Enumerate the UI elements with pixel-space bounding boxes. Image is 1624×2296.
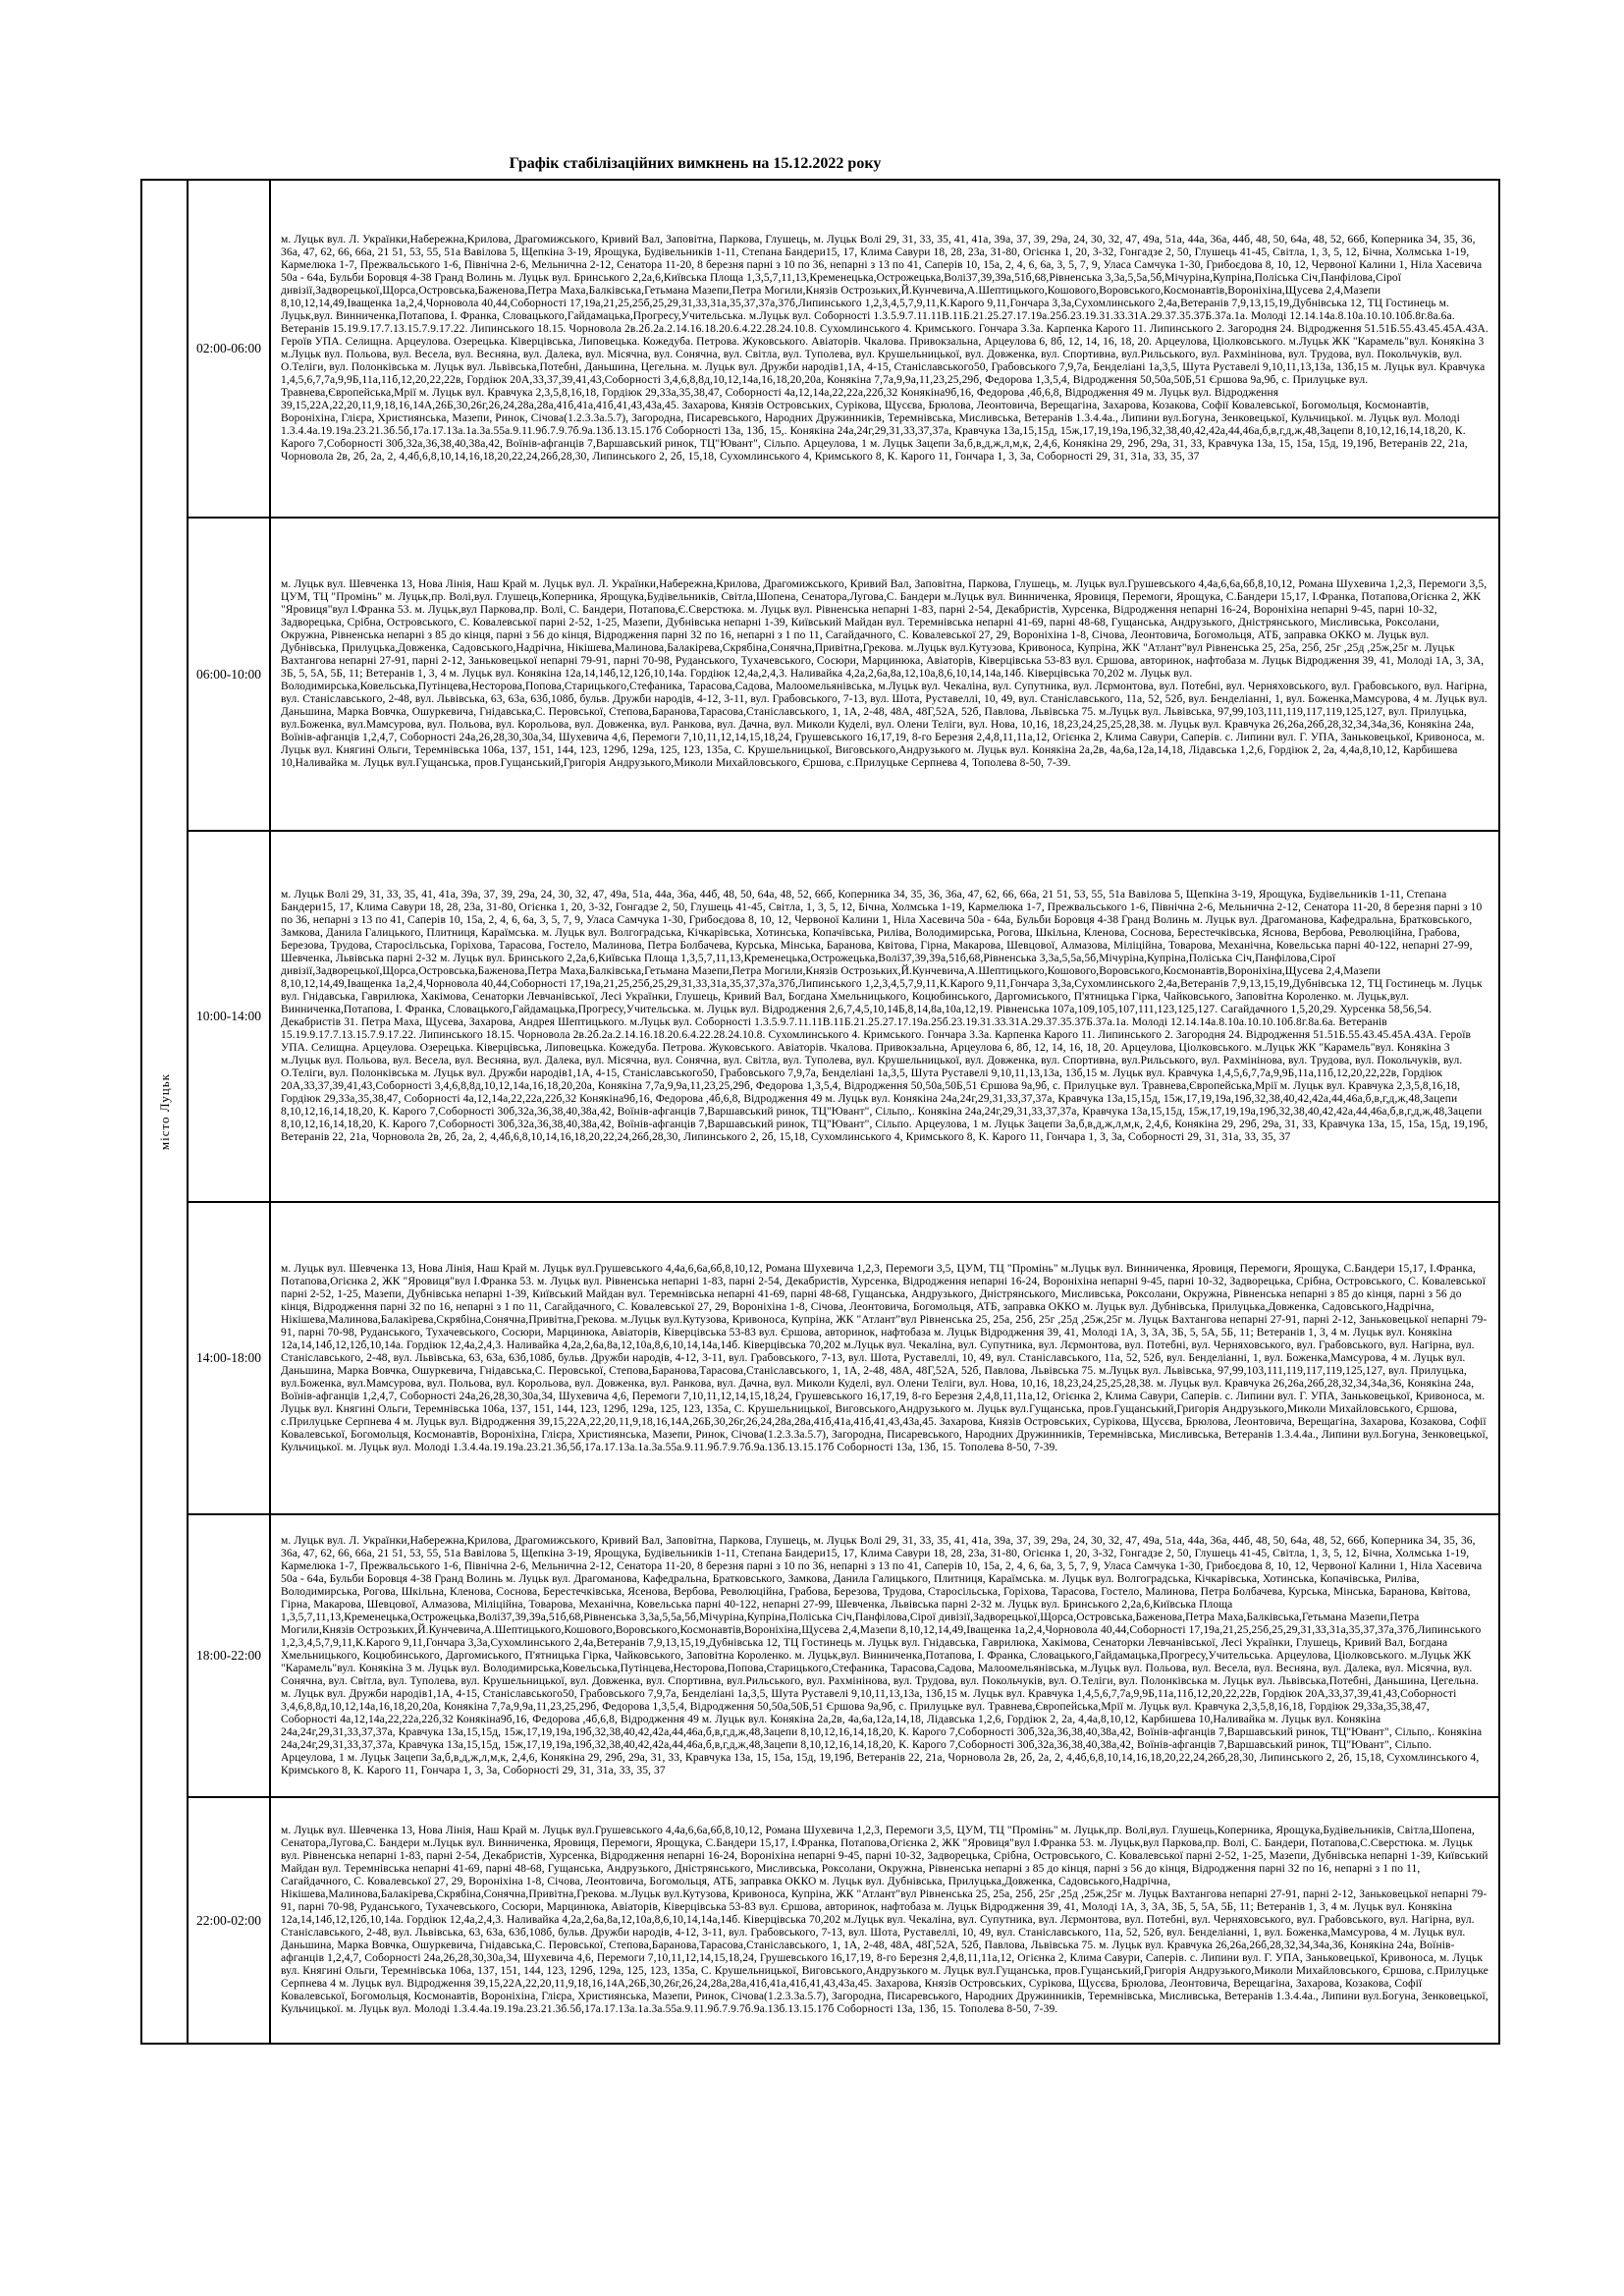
addresses-block-3: м. Луцьк Волі 29, 31, 33, 35, 41, 41а, 39а, 37, 39, 29а, 24, 30, 32, 47, 49а, 51а, 44а, 36а, 44б, 48, 50, 64а, 48, 52, 66б, Коперника 34, 35, 36, 36а, 47, 62, 66, 66а, 21 51, 53, 55, 51а Вавілова 5, Щепкіна 3-19, Ярощука, Будівельників 1-11, Степана Бандери15, 17, Клима Савури 18, 28, 23а, 31-80, Огієнка 1, 20, 3-32, Гонгадзе 2, 50, Глушець 41-45, Світла, 1, 3, 5, 12, Бічна, Холмська 1-19, Кармелюка 1-7, Прежвальського 1-6, Північна 2-6, Мельнична 2-12, Сенатора 11-20, 8 березня парні з 10 по 36, непарні з 13 по 41, Саперів 10, 15а, 2, 4, 6, 6а, 3, 5, 7, 9, Уласа Самчука 1-30, Грибоєдова 8, 10, 12, Червоної Калини 1, Ніла Хасевича 50а - 64а, Бульби Боровця 4-38 Гранд Волинь м. Луцьк вул. Драгоманова, Кафедральна, Братковського, Замкова, Данила Галицького, Плитниця, Караїмська. м. Луцьк вул. Волгоградська, Кічкарівська, Хотинська, Копачівська, Риліва, Володимирська, Рогова, Шкільна, Кленова, Соснова, Берестечківська, Яснова, Вербова, Революційна, Грабова, Березова, Трудова, Старосільська, Горіхова, Тарасова, Гостело, Малинова, Петра Болбачева, Курська, Мінська, Баранова, Квітова, Гірна, Макарова, Шевцової, Алмазова, Міліційна, Товарова, Механічна, Ковельська парні 40-122, непарні 27-99, Шевченка, Львівська парні 2-32 м. Луцьк вул. Бринського 2,2а,6,Київська Площа 1,3,5,7,11,13,Кременецька,Острожецька,Волі37,39,39а,51б,68,Рівненська 3,3а,5,5а,5б,Мічуріна,Купріна,Поліська Січ,Панфілова,Сірої дивізії,Задворецької,Щорса,Островська,Баженова,Петра Маха,Балківська,Гетьмана Мазепи,Петра Могили,Князів Острозьких,Й.Кунчевича,А.Шептицького,Кошового,Воровського,Космонавтів,Вороніхіна,Щусева 2,4,Мазепи 8,10,12,14,49,Іващенка 1а,2,4,Чорновола 40,44,Соборності 17,19а,21,25,25б,25,29,31,33,31а,35,37,37а,37б,Липинського 1,2,3,4,5,7,9,11,К.Карого 9,11,Гончара 3,3а,Сухомлинського 2,4а,Ветеранів 7,9,13,15,19,Дубнівська 12, ТЦ Гостинець м. Луцьк вул. Гнідавська, Гаврилюка, Хакімова, Сенаторки Левчанівської, Лесі Українки, Глушець, Кривий Вал, Богдана Хмельницького, Коцюбинського, Даргомиського, П'ятницька Гірка, Чайковського, Заповітна Короленко. м. Луцьк,вул. Винниченка,Потапова, І. Франка, Словацького,Гайдамацька,Прогресу,Учительська. м. Луцьк вул. Відродження 2,6,7,4,5,10,14Б,8,14,8а,10а,12,19. Рівненська 107а,109,105,107,111,123,125,127. Сагайдачного 1,5,20,29. Хурсенка 58,56,54. Декабристів 31. Петра Маха, Щусева, Захарова, Андрея Шептицького. м.Луцьк вул. Соборності 1.3.5.9.7.11.11В.11Б.21.25.27.17.19а.25б.23.19.31.33.31А.29.37.35.37Б.37а.1а. Молоді 12.14.14а.8.10а.10.10.10б.8г.8а.6а. Ветеранів 15.19.9.17.7.13.15.7.9.17.22. Липинського 18.15. Чорновола 2в.2б.2а.2.14.16.18.20.6.4.22.28.24.10.8. Сухомлинського 4. Кримського. Гончара 3.3а. Карпенка Карого 11. Липинського 2. Загородня 24. Відродження 51.51Б.55.43.45.45А.43А. Героїв УПА. Селищна. Арцеулова. Озерецька. Ківерцівська, Липовецька. Кожедуба. Петрова. Жуковського. Авіаторів. Чкалова. Привокзальна, Арцеулова 6, 8б, 12, 14, 16, 18, 20. Арцеулова, Ціолковського. м.Луцьк ЖК "Карамель"вул. Конякіна 3 м.Луцьк вул. Польова, вул. Весела, вул. Весняна, вул. Далека, вул. Місячна, вул. Сонячна, вул. Світла, вул. Туполева, вул. Крушельницької, вул. Довженка, вул. Спортивна, вул.Рильського, вул. Рахмінінова, вул. Трудова, вул. Покольчуків, вул. О.Теліги, вул. Полонківська м. Луцьк вул. Дружби народів1,1А, 4-15, Станіславського50, Грабовського 7,9,7а, Бенделіані 1а,3,5, Шута Руставелі 9,10,11,13,13а, 13б,15 м. Луцьк вул. Кравчука 1,4,5,6,7,7а,9,9Б,11а,11б,12,20,22,22в, Гордіюк 20А,33,37,39,41,43,Соборності 3,4,6,8,8д,10,12,14а,16,18,20,20а, Конякіна 7,7а,9,9а,11,23,25,29б, Федорова 1,3,5,4, Відродження 50,50а,50Б,51 Єршова 9а,9б, с. Прилуцьке вул. Травнева,Європейська,Мрії м. Луцьк вул. Кравчука 2,3,5,8,16,18, Гордіюк 29,33а,35,38,47, Соборності 4а,12,14а,22,22а,22б,32 Конякіна9б,16, Федорова ,4б,6,8, Відродження 49 м. Луцьк вул. Конякіна 24а,24г,29,31,33,37,37а, Кравчука 13а,15,15д, 15ж,17,19,19а,19б,32,38,40,42,42а,44,46а,б,в,г,д,ж,48,Зацепи 8,10,12,16,14,18,20, К. Карого 7,Соборності 30б,32а,36,38,40,38а,42, Воїнів-афганців 7,Варшавський ринок, ТЦ"Ювант", Сільпо,. Конякіна 24а,24г,29,31,33,37,37а, Кравчука 13а,15,15д, 15ж,17,19,19а,19б,32,38,40,42,42а,44,46а,б,в,г,д,ж,48,Зацепи 8,10,12,16,14,18,20, К. Карого 7,Соборності 30б,32а,36,38,40,38а,42, Воїнів-афганців 7,Варшавський ринок, ТЦ"Ювант", Сільпо. Арцеулова, 1 м. Луцьк Зацепи 3а,б,в,д,ж,л,м,к, 2,4,6, Конякіна 29, 29б, 29а, 31, 33, Кравчука 13а, 15, 15а, 15д, 19,19б, Ветеранів 22, 21а, Чорновола 2в, 2б, 2а, 2, 4,4б,6,8,10,14,16,18,20,22,24,26б,28,30, Липинського 2, 2б, 15,18, Сухомлинського 4, Кримського 8, К. Карого 11, Гончара 1, 3, 3а, Соборності 29, 31, 31а, 33, 35, 37	[270, 831, 1499, 1202]
table-row	[141, 518, 1499, 831]
time-slot-1: 02:00-06:00	[188, 180, 270, 518]
addresses-block-5: м. Луцьк вул. Л. Українки,Набережна,Крилова, Драгомижського, Кривий Вал, Заповітна, Паркова, Глушець, м. Луцьк Волі 29, 31, 33, 35, 41, 41а, 39а, 37, 39, 29а, 24, 30, 32, 47, 49а, 51а, 44а, 36а, 44б, 48, 50, 64а, 48, 52, 66б, Коперника 34, 35, 36, 36а, 47, 62, 66, 66а, 21 51, 53, 55, 51а Вавілова 5, Щепкіна 3-19, Ярощука, Будівельників 1-11, Степана Бандери15, 17, Клима Савури 18, 28, 23а, 31-80, Огієнка 1, 20, 3-32, Гонгадзе 2, 50, Глушець 41-45, Світла, 1, 3, 5, 12, Бічна, Холмська 1-19, Кармелюка 1-7, Прежвальського 1-6, Північна 2-6, Мельнична 2-12, Сенатора 11-20, 8 березня парні з 10 по 36, непарні з 13 по 41, Саперів 10, 15а, 2, 4, 6, 6а, 3, 5, 7, 9, Уласа Самчука 1-30, Грибоєдова 8, 10, 12, Червоної Калини 1, Ніла Хасевича 50а - 64а, Бульби Боровця 4-38 Гранд Волинь м. Луцьк вул. Драгоманова, Кафедральна, Братковського, Замкова, Данила Галицького, Плитниця, Караїмська. м. Луцьк вул. Волгоградська, Кічкарівська, Хотинська, Копачівська, Риліва, Володимирська, Рогова, Шкільна, Кленова, Соснова, Берестечківська, Ясенова, Вербова, Революційна, Грабова, Березова, Трудова, Старосільська, Горіхова, Тарасова, Гостело, Малинова, Петра Болбачева, Курська, Мінська, Баранова, Квітова, Гірна, Макарова, Шевцової, Алмазова, Міліційна, Товарова, Механічна, Ковельська парні 40-122, непарні 27-99, Шевченка, Львівська парні 2-32 м. Луцьк вул. Бринського 2,2а,6,Київська Площа 1,3,5,7,11,13,Кременецька,Острожецька,Волі37,39,39а,51б,68,Рівненська 3,3а,5,5а,5б,Мічуріна,Купріна,Поліська Січ,Панфілова,Сірої дивізії,Задворецької,Щорса,Островська,Баженова,Петра Маха,Балківська,Гетьмана Мазепи,Петра Могили,Князів Острозьких,Й.Кунчевича,А.Шептицького,Кошового,Воровського,Космонавтів,Вороніхіна,Щусева 2,4,Мазепи 8,10,12,14,49,Іващенка 1а,2,4,Чорновола 40,44,Соборності 17,19а,21,25,25б,25,29,31,33,31а,35,37,37а,37б,Липинського 1,2,3,4,5,7,9,11,К.Карого 9,11,Гончара 3,3а,Сухомлинського 2,4а,Ветеранів 7,9,13,15,19,Дубнівська 12, ТЦ Гостинець м. Луцьк вул. Гнідавська, Гаврилюка, Хакімова, Сенаторки Левчанівської, Лесі Українки, Глушець, Кривий Вал, Богдана Хмельницького, Коцюбинського, Даргомиського, П'ятницька Гірка, Чайковського, Заповітна Короленко. м. Луцьк,вул. Винниченка,Потапова, І. Франка, Словацького,Гайдамацька,Прогресу,Учительська. Арцеулова, Ціолковського. м.Луцьк ЖК "Карамель"вул. Конякіна 3 м. Луцьк вул. Володимирська,Ковельська,Путінцева,Несторова,Попова,Старицького,Стефаника, Тарасова,Садова, Малоомельянівська, м.Луцьк вул. Польова, вул. Весела, вул. Весняна, вул. Далека, вул. Місячна, вул. Сонячна, вул. Світла, вул. Туполева, вул. Крушельницької, вул. Довженка, вул. Спортивна, вул.Рильського, вул. Рахмінінова, вул. Трудова, вул. Покольчуків, вул. О.Теліги, вул. Полонківська м. Луцьк вул. Львівська,Потебні, Даньшина, Цегельна. м. Луцьк вул. Дружби народів1,1А, 4-15, Станіславського50, Грабовського 7,9,7а, Бенделіані 1а,3,5, Шута Руставелі 9,10,11,13,13а, 13б,15 м. Луцьк вул. Кравчука 1,4,5,6,7,7а,9,9Б,11а,11б,12,20,22,22в, Гордіюк 20А,33,37,39,41,43,Соборності 3,4,6,8,8д,10,12,14а,16,18,20,20а, Конякіна 7,7а,9,9а,11,23,25,29б, Федорова 1,3,5,4, Відродження 50,50а,50Б,51 Єршова 9а,9б, с. Прилуцьке вул. Травнева,Європейська,Мрії м. Луцьк вул. Кравчука 2,3,5,8,16,18, Гордіюк 29,33а,35,38,47, Соборності 4а,12,14а,22,22а,22б,32 Конякіна9б,16, Федорова ,4б,6,8, Відродження 49 м. Луцьк вул. Конякіна 2а,2в, 4а,6а,12а,14,18, Лідавська 1,2,6, Гордіюк 2, 2а, 4,4а,8,10,12, Карбишева 10,Наливайка м. Луцьк вул. Конякіна 24а,24г,29,31,33,37,37а, Кравчука 13а,15,15д, 15ж,17,19,19а,19б,32,38,40,42,42а,44,46а,б,в,г,д,ж,48,Зацепи 8,10,12,16,14,18,20, К. Карого 7,Соборності 30б,32а,36,38,40,38а,42, Воїнів-афганців 7,Варшавський ринок, ТЦ"Ювант", Сільпо,. Конякіна 24а,24г,29,31,33,37,37а, Кравчука 13а,15,15д, 15ж,17,19,19а,19б,32,38,40,42,42а,44,46а,б,в,г,д,ж,48,Зацепи 8,10,12,16,14,18,20, К. Карого 7,Соборності 30б,32а,36,38,40,38а,42, Воїнів-афганців 7,Варшавський ринок, ТЦ"Ювант", Сільпо. Арцеулова, 1 м. Луцьк Зацепи 3а,б,в,д,ж,л,м,к, 2,4,6, Конякіна 29, 29б, 29а, 31, 33, Кравчука 13а, 15, 15а, 15д, 19,19б, Ветеранів 22, 21а, Чорновола 2в, 2б, 2а, 2, 4,4б,6,8,10,14,16,18,20,22,24,26б,28,30, Липинського 2, 2б, 15,18, Сухомлинського 4, Кримського 8, К. Карого 11, Гончара 1, 3, 3а, Соборності 29, 31, 31а, 33, 35, 37	[270, 1514, 1499, 1797]
time-slot-3: 10:00-14:00	[188, 831, 270, 1202]
table-row	[141, 1797, 1499, 2044]
addresses-block-6: м. Луцьк вул. Шевченка 13, Нова Лінія, Наш Край м. Луцьк вул.Грушевського 4,4а,6,6а,6б,8,10,12, Романа Шухевича 1,2,3, Перемоги 3,5, ЦУМ, ТЦ "Промінь" м. Луцьк,пр. Волі,вул. Глушець,Коперника, Ярощука,Будівельників, Світла,Шопена, Сенатора,Лугова,С. Бандери м.Луцьк вул. Винниченка, Яровиця, Перемоги, Ярощука, С.Бандери 15,17, І.Франка, Потапова,Огієнка 2, ЖК "Яровиця"вул І.Франка 53. м. Луцьк,вул Паркова,пр. Волі, С. Бандери, Потапова,С.Сверстюка. м. Луцьк вул. Рівненська непарні 1-83, парні 2-54, Декабристів, Хурсенка, Відродження непарні 16-24, Вороніхіна непарні 9-45, парні 10-32, Задворецька, Срібна, Островського, С. Ковалевської парні 2-52, 1-25, Мазепи, Дубнівська непарні 1-39, Київський Майдан вул. Теремнівська непарні 41-69, парні 48-68, Гущанська, Андрузького, Дністрянського, Мисливська, Роксолани, Окружна, Рівненська непарні з 85 до кінця, парні з 56 до кінця, Відродження парні 32 по 16, непарні з 1 по 11, Сагайдачного, С. Ковалевської 27, 29, Вороніхіна 1-8, Січова, Леонтовича, Богомольця, АТБ, заправка ОККО м. Луцьк вул. Дубнівська, Прилуцька,Довженка, Садовського,Надрічна, Нікішева,Малинова,Балакірева,Скрябіна,Сонячна,Привітна,Грекова. м.Луцьк вул.Кутузова, Кривоноса, Купріна, ЖК "Атлант"вул Рівненська 25, 25а, 25б, 25г ,25д ,25ж,25г м. Луцьк Вахтангова непарні 27-91, парні 2-12, Заньковецької непарні 79-91, парні 70-98, Руданського, Тухачевського, Сосюри, Марцинюка, Авіаторів, Ківерцівська 53-83 вул. Єршова, авторинок, нафтобаза м. Луцьк Відродження 39, 41, Молоді 1А, 3, 3А, 3Б, 5, 5А, 5Б, 11; Ветеранів 1, 3, 4 м. Луцьк вул. Конякіна 12а,14,14б,12,12б,10,14а. Гордіюк 12,4а,2,4,3. Наливайка 4,2а,2,6а,8а,12,10а,8,6,10,14,14а,14б. Ківерцівська 70,202 м.Луцьк вул. Чекаліна, вул. Супутника, вул. Лєрмонтова, вул. Потебні, вул. Черняховського, вул. Грабовського, вул. Нагірна, вул. Станіславського, 2-48, вул. Львівська, 63, 63а, 63б,108б, бульв. Дружби народів, 4-12, 3-11, вул. Грабовського, 7-13, вул. Шота, Руставеллі, 10, 49, вул. Станіславського, 11а, 52, 52б, вул. Бенделіанні, 1, вул. Боженка,Мамсурова, 4 м. Луцьк вул. Даньшина, Марка Вовчка, Ошуркевича, Гнідавська,С. Перовської, Степова,Баранова,Тарасова,Станіславського, 1, 1А, 2-48, 48А, 48Г,52А, 52б, Павлова, Львівська 75. м. Луцьк вул. Кравчука 26,26а,26б,28,32,34,34а,36, Конякіна 24а, Воїнів-афганців 1,2,4,7, Соборності 24а,26,28,30,30а,34, Шухевича 4,6, Перемоги 7,10,11,12,14,15,18,24, Грушевського 16,17,19, 8-го Березня 2,4,8,11,11а,12, Огієнка 2, Клима Савури, Саперів. с. Липини вул. Г. УПА, Заньковецької, Кривоноса, м. Луцьк вул. Княгині Ольги, Теремнівська 106а, 137, 151, 144, 123, 129б, 129а, 125, 123, 135а, С. Крушельницької, Виговського,Андрузького м. Луцьк вул.Гущанська, пров.Гущанський,Григорія Андрузького,Миколи Михайловського, Єршова, с.Прилуцьке Серпнева 4 м. Луцьк вул. Відродження 39,15,22А,22,20,11,9,18,16,14А,26Б,30,26г,26,24,28а,28а,41б,41а,41б,41,43,43а,45. Захарова, Князів Островських, Сурікова, Щусєва, Брюлова, Леонтовича, Верещагіна, Захарова, Козакова, Софії Ковалевської, Богомольця, Космонавтів, Вороніхіна, Глієра, Християнська, Мазепи, Ринок, Січова(1.2.3.3а.5.7), Загородна, Писаревського, Народних Дружинників, Теремнівська, Мисливська, Ветеранів 1.3.4.4а., Липини вул.Богуна, Зенковецької, Кульчицької. м. Луцьк вул. Молоді 1.3.4.4а.19.19а.23.21.3б.5б,17а.17.13а.1а.3а.55а.9.11.9б.7.9.7б.9а.13б.13.15.17б Соборності 13а, 13б, 15. Тополева 8-50, 7-39.	[270, 1797, 1499, 2044]
time-slot-4: 14:00-18:00	[188, 1202, 270, 1514]
outage-schedule-table	[140, 179, 1500, 2045]
region-cell	[141, 180, 188, 2044]
table-row	[141, 1202, 1499, 1514]
region-label: місто Луцьк	[156, 1072, 172, 1151]
table-row	[141, 180, 1499, 518]
addresses-block-1: м. Луцьк вул. Л. Українки,Набережна,Крилова, Драгомижського, Кривий Вал, Заповітна, Паркова, Глушець, м. Луцьк Волі 29, 31, 33, 35, 41, 41а, 39а, 37, 39, 29а, 24, 30, 32, 47, 49а, 51а, 44а, 36а, 44б, 48, 50, 64а, 48, 52, 66б, Коперника 34, 35, 36, 36а, 47, 62, 66, 66а, 21 51, 53, 55, 51а Вавілова 5, Щепкіна 3-19, Ярощука, Будівельників 1-11, Степана Бандери15, 17, Клима Савури 18, 28, 23а, 31-80, Огієнка 1, 20, 3-32, Гонгадзе 2, 50, Глушець 41-45, Світла, 1, 3, 5, 12, Бічна, Холмська 1-19, Кармелюка 1-7, Прежвальського 1-6, Північна 2-6, Мельнична 2-12, Сенатора 11-20, 8 березня парні з 10 по 36, непарні з 13 по 41, Саперів 10, 15а, 2, 4, 6, 6а, 3, 5, 7, 9, Уласа Самчука 1-30, Грибоєдова 8, 10, 12, Червоної Калини 1, Ніла Хасевича 50а - 64а, Бульби Боровця 4-38 Гранд Волинь м. Луцьк вул. Бринського 2,2а,6,Київська Площа 1,3,5,7,11,13,Кременецька,Острожецька,Волі37,39,39а,51б,68,Рівненська 3,3а,5,5а,5б,Мічуріна,Купріна,Поліська Січ,Панфілова,Сірої дивізії,Задворецької,Щорса,Островська,Баженова,Петра Маха,Балківська,Гетьмана Мазепи,Петра Могили,Князів Острозьких,Й.Кунчевича,А.Шептицького,Кошового,Воровського,Космонавтів,Вороніхіна,Щусева 2,4,Мазепи 8,10,12,14,49,Іващенка 1а,2,4,Чорновола 40,44,Соборності 17,19а,21,25,25б,25,29,31,33,31а,35,37,37а,37б,Липинського 1,2,3,4,5,7,9,11,К.Карого 9,11,Гончара 3,3а,Сухомлинського 2,4а,Ветеранів 7,9,13,15,19,Дубнівська 12, ТЦ Гостинець м. Луцьк,вул. Винниченка,Потапова, І. Франка, Словацького,Гайдамацька,Прогресу,Учительська. м.Луцьк вул. Соборності 1.3.5.9.7.11.11В.11Б.21.25.27.17.19а.25б.23.19.31.33.31А.29.37.35.37Б.37а.1а. Молоді 12.14.14а.8.10а.10.10.10б.8г.8а.6а. Ветеранів 15.19.9.17.7.13.15.7.9.17.22. Липинського 18.15. Чорновола 2в.2б.2а.2.14.16.18.20.6.4.22.28.24.10.8. Сухомлинського 4. Кримського. Гончара 3.3а. Карпенка Карого 11. Липинського 2. Загородня 24. Відродження 51.51Б.55.43.45.45А.43А. Героїв УПА. Селищна. Арцеулова. Озерецька. Ківерцівська, Липовецька. Кожедуба. Петрова. Жуковського. Авіаторів. Чкалова. Привокзальна, Арцеулова 6, 8б, 12, 14, 16, 18, 20. Арцеулова, Ціолковського. м.Луцьк ЖК "Карамель"вул. Конякіна 3 м.Луцьк вул. Польова, вул. Весела, вул. Весняна, вул. Далека, вул. Місячна, вул. Сонячна, вул. Світла, вул. Туполева, вул. Крушельницької, вул. Довженка, вул. Спортивна, вул.Рильського, вул. Рахмінінова, вул. Трудова, вул. Покольчуків, вул. О.Теліги, вул. Полонківська м. Луцьк вул. Львівська,Потебні, Даньшина, Цегельна. м. Луцьк вул. Дружби народів1,1А, 4-15, Станіславського50, Грабовського 7,9,7а, Бенделіані 1а,3,5, Шута Руставелі 9,10,11,13,13а, 13б,15 м. Луцьк вул. Кравчука 1,4,5,6,7,7а,9,9Б,11а,11б,12,20,22,22в, Гордіюк 20А,33,37,39,41,43,Соборності 3,4,6,8,8д,10,12,14а,16,18,20,20а, Конякіна 7,7а,9,9а,11,23,25,29б, Федорова 1,3,5,4, Відродження 50,50а,50Б,51 Єршова 9а,9б, с. Прилуцьке вул. Травнева,Європейська,Мрії м. Луцьк вул. Кравчука 2,3,5,8,16,18, Гордіюк 29,33а,35,38,47, Соборності 4а,12,14а,22,22а,22б,32 Конякіна9б,16, Федорова ,4б,6,8, Відродження 49 м. Луцьк вул. Відродження 39,15,22А,22,20,11,9,18,16,14А,26Б,30,26г,26,24,28а,28а,41б,41а,41б,41,43,43а,45. Захарова, Князів Островських, Сурікова, Щусєва, Брюлова, Леонтовича, Верещагіна, Захарова, Козакова, Софії Ковалевської, Богомольця, Космонавтів, Вороніхіна, Глієра, Християнська, Мазепи, Ринок, Січова(1.2.3.3а.5.7), Загородна, Писаревського, Народних Дружинників, Теремнівська, Мисливська, Ветеранів 1.3.4.4а., Липини вул.Богуна, Зенковецької, Кульчицької. м. Луцьк вул. Молоді 1.3.4.4а.19.19а.23.21.3б.5б,17а.17.13а.1а.3а.55а.9.11.9б.7.9.7б.9а.13б.13.15.17б Соборності 13а, 13б, 15,. Конякіна 24а,24г,29,31,33,37,37а, Кравчука 13а,15,15д, 15ж,17,19,19а,19б,32,38,40,42,42а,44,46а,б,в,г,д,ж,48,Зацепи 8,10,12,16,14,18,20, К. Карого 7,Соборності 30б,32а,36,38,40,38а,42, Воїнів-афганців 7,Варшавський ринок, ТЦ"Ювант", Сільпо. Арцеулова, 1 м. Луцьк Зацепи 3а,б,в,д,ж,л,м,к, 2,4,6, Конякіна 29, 29б, 29а, 31, 33, Кравчука 13а, 15, 15а, 15д, 19,19б, Ветеранів 22, 21а, Чорновола 2в, 2б, 2а, 2, 4,4б,6,8,10,14,16,18,20,22,24,26б,28,30, Липинського 2, 2б, 15,18, Сухомлинського 4, Кримського 8, К. Карого 11, Гончара 1, 3, 3а, Соборності 29, 31, 31а, 33, 35, 37	[270, 180, 1499, 518]
time-slot-5: 18:00-22:00	[188, 1514, 270, 1797]
table-row	[141, 1514, 1499, 1797]
addresses-block-2: м. Луцьк вул. Шевченка 13, Нова Лінія, Наш Край м. Луцьк вул. Л. Українки,Набережна,Крилова, Драгомижського, Кривий Вал, Заповітна, Паркова, Глушець, м. Луцьк вул.Грушевського 4,4а,6,6а,6б,8,10,12, Романа Шухевича 1,2,3, Перемоги 3,5, ЦУМ, ТЦ "Промінь" м. Луцьк,пр. Волі,вул. Глушець,Коперника, Ярощука,Будівельників, Світла,Шопена, Сенатора,Лугова,С. Бандери м.Луцьк вул. Винниченка, Яровиця, Перемоги, Ярощука, С.Бандери 15,17, І.Франка, Потапова,Огієнка 2, ЖК "Яровиця"вул І.Франка 53. м. Луцьк,вул Паркова,пр. Волі, С. Бандери, Потапова,Є.Сверстюка. м. Луцьк вул. Рівненська непарні 1-83, парні 2-54, Декабристів, Хурсенка, Відродження непарні 16-24, Вороніхіна непарні 9-45, парні 10-32, Задворецька, Срібна, Островського, С. Ковалевської парні 2-52, 1-25, Мазепи, Дубнівська непарні 1-39, Київський Майдан вул. Теремнівська непарні 41-69, парні 48-68, Гущанська, Андрузького, Дністрянського, Мисливська, Роксолани, Окружна, Рівненська непарні з 85 до кінця, парні з 56 до кінця, Відродження парні 32 по 16, непарні з 1 по 11, Сагайдачного, С. Ковалевської 27, 29, Вороніхіна 1-8, Січова, Леонтовича, Богомольця, АТБ, заправка ОККО м. Луцьк вул. Дубнівська, Прилуцька,Довженка, Садовського,Надрічна, Нікішева,Малинова,Балакірева,Скрябіна,Сонячна,Привітна,Грекова. м.Луцьк вул.Кутузова, Кривоноса, Купріна, ЖК "Атлант"вул Рівненська 25, 25а, 25б, 25г ,25д ,25ж,25г м. Луцьк Вахтангова непарні 27-91, парні 2-12, Заньковецької непарні 79-91, парні 70-98, Руданського, Тухачевського, Сосюри, Марцинюка, Авіаторів, Ківерцівська 53-83 вул. Єршова, авторинок, нафтобаза м. Луцьк Відродження 39, 41, Молоді 1А, 3, 3А, 3Б, 5, 5А, 5Б, 11; Ветеранів 1, 3, 4 м. Луцьк вул. Конякіна 12а,14,14б,12,12б,10,14а. Гордіюк 12,4а,2,4,3. Наливайка 4,2а,2,6а,8а,12,10а,8,6,10,14,14а,14б. Ківерцівська 70,202 м. Луцьк вул. Володимирська,Ковельська,Путінцева,Несторова,Попова,Старицького,Стефаника, Тарасова,Садова, Малоомельянівська, м.Луцьк вул. Чекаліна, вул. Супутника, вул. Лєрмонтова, вул. Потебні, вул. Черняховського, вул. Грабовського, вул. Нагірна, вул. Станіславського, 2-48, вул. Львівська, 63, 63а, 63б,108б, бульв. Дружби народів, 4-12, 3-11, вул. Грабовського, 7-13, вул. Шота, Руставеллі, 10, 49, вул. Станіславського, 11а, 52, 52б, вул. Бенделіанні, 1, вул. Боженка,Мамсурова, 4 м. Луцьк вул. Даньшина, Марка Вовчка, Ошуркевича, Гнідавська,С. Перовської, Степова,Баранова,Тарасова,Станіславського, 1, 1А, 2-48, 48А, 48Г,52А, 52б, Павлова, Львівська 75. м.Луцьк вул. Львівська, 97,99,103,111,119,117,119,125,127, вул. Прилуцька, вул.Боженка, вул.Мамсурова, вул. Польова, вул. Корольова, вул. Довженка, вул. Ранкова, вул. Дачна, вул. Миколи Куделі, вул. Олени Теліги, вул. Нова, 10,16, 18,23,24,25,25,28,38. м. Луцьк вул. Кравчука 26,26а,26б,28,32,34,34а,36, Конякіна 24а, Воїнів-афганців 1,2,4,7, Соборності 24а,26,28,30,30а,34, Шухевича 4,6, Перемоги 7,10,11,12,14,15,18,24, Грушевського 16,17,19, 8-го Березня 2,4,8,11,11а,12, Огієнка 2, Клима Савури, Саперів. с. Липини вул. Г. УПА, Заньковецької, Кривоноса, м. Луцьк вул. Княгині Ольги, Теремнівська 106а, 137, 151, 144, 123, 129б, 129а, 125, 123, 135а, С. Крушельницької, Виговського,Андрузького м. Луцьк вул. Конякіна 2а,2в, 4а,6а,12а,14,18, Лідавська 1,2,6, Гордіюк 2, 2а, 4,4а,8,10,12, Карбишева 10,Наливайка м. Луцьк вул.Гущанська, пров.Гущанський,Григорія Андрузького,Миколи Михайловського, Єршова, с.Прилуцьке Серпнева 4, Тополева 8-50, 7-39.	[270, 518, 1499, 831]
addresses-block-4: м. Луцьк вул. Шевченка 13, Нова Лінія, Наш Край м. Луцьк вул.Грушевського 4,4а,6,6а,6б,8,10,12, Романа Шухевича 1,2,3, Перемоги 3,5, ЦУМ, ТЦ "Промінь" м.Луцьк вул. Винниченка, Яровиця, Перемоги, Ярощука, С.Бандери 15,17, І.Франка, Потапова,Огієнка 2, ЖК "Яровиця"вул І.Франка 53. м. Луцьк вул. Рівненська непарні 1-83, парні 2-54, Декабристів, Хурсенка, Відродження непарні 16-24, Вороніхіна непарні 9-45, парні 10-32, Задворецька, Срібна, Островського, С. Ковалевської парні 2-52, 1-25, Мазепи, Дубнівська непарні 1-39, Київський Майдан вул. Теремнівська непарні 41-69, парні 48-68, Гущанська, Андрузького, Дністрянського, Мисливська, Роксолани, Окружна, Рівненська непарні з 85 до кінця, парні з 56 до кінця, Відродження парні 32 по 16, непарні з 1 по 11, Сагайдачного, С. Ковалевської 27, 29, Вороніхіна 1-8, Січова, Леонтовича, Богомольця, АТБ, заправка ОККО м. Луцьк вул. Дубнівська, Прилуцька,Довженка, Садовського,Надрічна, Нікішева,Малинова,Балакірева,Скрябіна,Сонячна,Привітна,Грекова. м.Луцьк вул.Кутузова, Кривоноса, Купріна, ЖК "Атлант"вул Рівненська 25, 25а, 25б, 25г ,25д ,25ж,25г м. Луцьк Вахтангова непарні 27-91, парні 2-12, Заньковецької непарні 79-91, парні 70-98, Руданського, Тухачевського, Сосюри, Марцинюка, Авіаторів, Ківерцівська 53-83 вул. Єршова, авторинок, нафтобаза м. Луцьк Відродження 39, 41, Молоді 1А, 3, 3А, 3Б, 5, 5А, 5Б, 11; Ветеранів 1, 3, 4 м. Луцьк вул. Конякіна 12а,14,14б,12,12б,10,14а. Гордіюк 12,4а,2,4,3. Наливайка 4,2а,2,6а,8а,12,10а,8,6,10,14,14а,14б. Ківерцівська 70,202 м.Луцьк вул. Чекаліна, вул. Супутника, вул. Лєрмонтова, вул. Потебні, вул. Черняховського, вул. Грабовського, вул. Нагірна, вул. Станіславського, 2-48, вул. Львівська, 63, 63а, 63б,108б, бульв. Дружби народів, 4-12, 3-11, вул. Грабовського, 7-13, вул. Шота, Руставеллі, 10, 49, вул. Станіславського, 11а, 52, 52б, вул. Бенделіанні, 1, вул. Боженка,Мамсурова, 4 м. Луцьк вул. Даньшина, Марка Вовчка, Ошуркевича, Гнідавська,С. Перовської, Степова,Баранова,Тарасова,Станіславського, 1, 1А, 2-48, 48А, 48Г,52А, 52б, Павлова, Львівська 75. м.Луцьк вул. Львівська, 97,99,103,111,119,117,119,125,127, вул. Прилуцька, вул.Боженка, вул.Мамсурова, вул. Польова, вул. Корольова, вул. Довженка, вул. Ранкова, вул. Дачна, вул. Миколи Куделі, вул. Олени Теліги, вул. Нова, 10,16, 18,23,24,25,25,28,38. м. Луцьк вул. Кравчука 26,26а,26б,28,32,34,34а,36, Конякіна 24а, Воїнів-афганців 1,2,4,7, Соборності 24а,26,28,30,30а,34, Шухевича 4,6, Перемоги 7,10,11,12,14,15,18,24, Грушевського 16,17,19, 8-го Березня 2,4,8,11,11а,12, Огієнка 2, Клима Савури, Саперів. с. Липини вул. Г. УПА, Заньковецької, Кривоноса, м. Луцьк вул. Княгині Ольги, Теремнівська 106а, 137, 151, 144, 123, 129б, 129а, 125, 123, 135а, С. Крушельницької, Виговського,Андрузького м. Луцьк вул.Гущанська, пров.Гущанський,Григорія Андрузького,Миколи Михайловського, Єршова, с.Прилуцьке Серпнева 4 м. Луцьк вул. Відродження 39,15,22А,22,20,11,9,18,16,14А,26Б,30,26г,26,24,28а,28а,41б,41а,41б,41,43,43а,45. Захарова, Князів Островських, Сурікова, Щусєва, Брюлова, Леонтовича, Верещагіна, Захарова, Козакова, Софії Ковалевської, Богомольця, Космонавтів, Вороніхіна, Глієра, Християнська, Мазепи, Ринок, Січова(1.2.3.3а.5.7), Загородна, Писаревського, Народних Дружинників, Теремнівська, Мисливська, Ветеранів 1.3.4.4а., Липини вул.Богуна, Зенковецької, Кульчицької. м. Луцьк вул. Молоді 1.3.4.4а.19.19а.23.21.3б,5б,17а.17.13а.1а.3а.55а.9.11.9б.7.9.7б.9а.13б.13.15.17б Соборності 13а, 13б, 15. Тополева 8-50, 7-39.	[270, 1202, 1499, 1514]
table-row	[141, 831, 1499, 1202]
page-title: Графік стабілізаційних вимкнень на 15.12.2022 року	[509, 155, 882, 172]
time-slot-2: 06:00-10:00	[188, 518, 270, 831]
time-slot-6: 22:00-02:00	[188, 1797, 270, 2044]
